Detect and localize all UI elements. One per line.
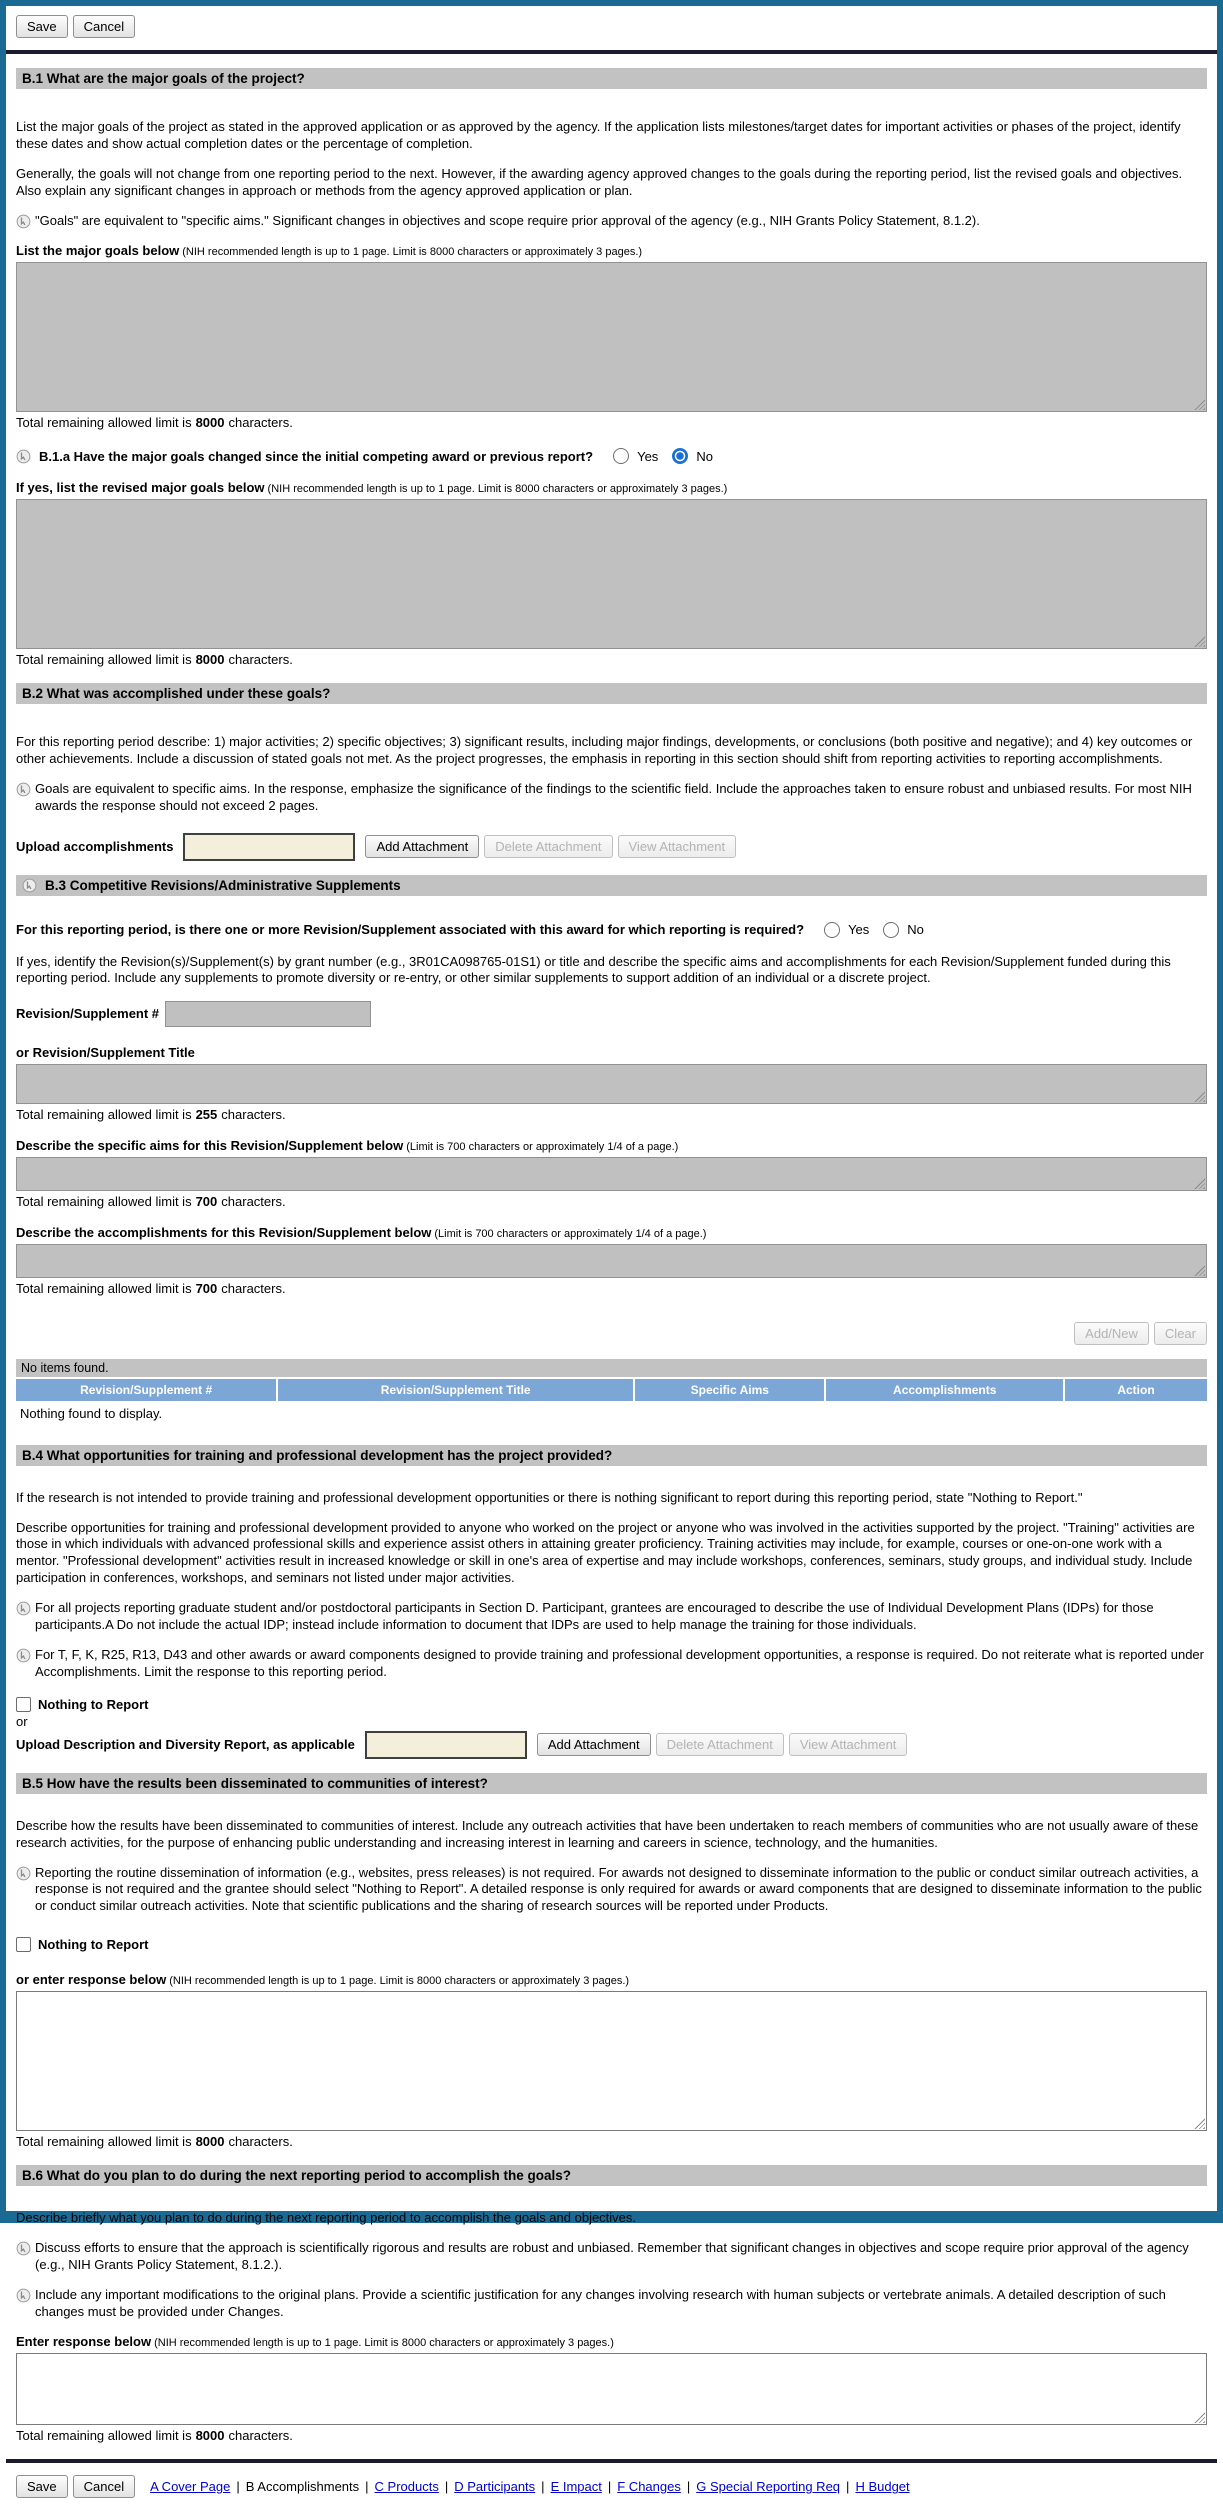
revision-supplement-number-input bbox=[165, 1001, 371, 1027]
b3-specific-aims-textarea bbox=[16, 1157, 1207, 1191]
b2-note-text: Goals are equivalent to specific aims. In the response, emphasize the significance of the findings to the scientific field. Include the approaches taken to ensure robust and unbiased results. For most NIH awards the response should not exceed 2 pages. bbox=[35, 780, 1192, 813]
guidance-icon bbox=[16, 214, 31, 229]
b3-rev-num-row bbox=[16, 1001, 1207, 1027]
b3-question-text: For this reporting period, is there one or more Revision/Supplement associated with this award for which reporting is required? bbox=[16, 922, 805, 938]
b4-nothing-to-report-row bbox=[16, 1697, 1207, 1712]
b3-action-buttons bbox=[16, 1322, 1207, 1345]
b3-accomp-remaining: Total remaining allowed limit is 700 characters. bbox=[16, 1280, 286, 1296]
b6-response-label: Enter response below (NIH recommended length is up to 1 page. Limit is 8000 characters or approximately 3 pages.) bbox=[16, 2334, 614, 2350]
b1-note-text: "Goals" are equivalent to "specific aims." Significant changes in objectives and scope require prior approval of the agency (e.g., NIH Grants Policy Statement, 8.1.2). bbox=[35, 212, 980, 228]
guidance-icon bbox=[16, 782, 31, 797]
upload-accomplishments-input[interactable] bbox=[183, 833, 355, 861]
divider bbox=[6, 50, 1217, 54]
b1-goals-label-text: List the major goals below bbox=[16, 243, 180, 259]
top-toolbar bbox=[16, 13, 1207, 44]
b1-revised-goals-textarea bbox=[16, 499, 1207, 649]
revision-supplement-title-textarea bbox=[16, 1064, 1207, 1104]
b6-note-2 bbox=[16, 2287, 1207, 2321]
column-header: Specific Aims bbox=[635, 1379, 824, 1401]
b6-note-2-text: Include any important modifications to the original plans. Provide a scientific justification for any changes involving research with human subjects or vertebrate animals. A detailed description of such changes must be provided under Changes. bbox=[35, 2286, 1166, 2319]
nav-link-impact[interactable]: E Impact bbox=[550, 2479, 602, 2495]
b4-paragraph-2: Describe opportunities for training and professional development provided to anyone who worked on the project or anyone who was involved in the activities supported by the project. "Training" activities are those in which individuals with advanced professional skills and experience assist others in attaining greater proficiency. Training activities may include, for example, courses or one-on-one work with a mentor. "Professional development" activities result in increased knowledge or skill in one's area of expertise and may include workshops, conferences, seminars, study groups, and individual study. Include participation in conferences, workshops, and seminars not listed under major activities. bbox=[16, 1519, 1195, 1586]
b3-accomp-label: Describe the accomplishments for this Revision/Supplement below (Limit is 700 characters or approximately 1/4 of a page.) bbox=[16, 1224, 707, 1240]
b3-no-radio[interactable] bbox=[883, 922, 899, 938]
section-title: B.4 What opportunities for training and professional development has the project provided? bbox=[22, 1447, 613, 1463]
b3-aims-label: Describe the specific aims for this Revision/Supplement below (Limit is 700 characters or approximately 1/4 of a page.) bbox=[16, 1138, 679, 1154]
nav-current-accomplishments: B Accomplishments bbox=[245, 2479, 360, 2495]
section-header-b4 bbox=[16, 1445, 1207, 1466]
b4-note-1 bbox=[16, 1600, 1207, 1634]
b1a-no-radio[interactable] bbox=[672, 448, 688, 464]
nav-link-changes[interactable]: F Changes bbox=[617, 2479, 681, 2495]
add-attachment-button[interactable]: Add Attachment bbox=[537, 1733, 651, 1756]
section-header-b5 bbox=[16, 1773, 1207, 1794]
b1a-yes-radio[interactable] bbox=[613, 448, 629, 464]
section-title: B.3 Competitive Revisions/Administrative Supplements bbox=[45, 877, 401, 893]
b4-note-1-text: For all projects reporting graduate student and/or postdoctoral participants in Section D. Participant, grantees are encouraged to describe the use of Individual Development Plans (IDPs) for those participants.A Do not include the actual IDP; instead include information to document that IDPs are used to help manage the training for those individuals. bbox=[35, 1600, 1154, 1633]
b3-accomplishments-textarea bbox=[16, 1244, 1207, 1278]
view-attachment-button: View Attachment bbox=[789, 1733, 908, 1756]
bottom-toolbar bbox=[6, 2463, 1217, 2512]
section-header-b6 bbox=[16, 2165, 1207, 2186]
guidance-icon bbox=[16, 1648, 31, 1663]
b6-note-1 bbox=[16, 2240, 1207, 2274]
b4-nothing-to-report-label: Nothing to Report bbox=[38, 1696, 149, 1712]
b3-yes-radio[interactable] bbox=[824, 922, 840, 938]
delete-attachment-button: Delete Attachment bbox=[484, 835, 612, 858]
add-attachment-button[interactable]: Add Attachment bbox=[365, 835, 479, 858]
b5-nothing-to-report-label: Nothing to Report bbox=[38, 1937, 149, 1953]
revision-table-header bbox=[16, 1379, 1207, 1401]
b6-note-1-text: Discuss efforts to ensure that the approach is scientifically rigorous and results are robust and unbiased. Remember that significant changes in objectives and scope require prior approval of the agency (e.g., NIH Grants Policy Statement, 8.1.2.). bbox=[35, 2239, 1189, 2272]
b1-revised-label: If yes, list the revised major goals below (NIH recommended length is up to 1 page. Limit is 8000 characters or approximately 3 pages.) bbox=[16, 480, 728, 496]
b6-remaining: Total remaining allowed limit is 8000 characters. bbox=[16, 2428, 293, 2444]
b3-aims-remaining: Total remaining allowed limit is 700 characters. bbox=[16, 1194, 286, 1210]
b3-question-row bbox=[16, 922, 1207, 938]
b2-upload-label: Upload accomplishments bbox=[16, 839, 174, 855]
b1-paragraph-2: Generally, the goals will not change from one reporting period to the next. However, if the awarding agency approved changes to the goals during the reporting period, list the revised goals and objectives. Also explain any significant changes in approach or methods from the agency approved application or plan. bbox=[16, 165, 1183, 198]
section-title: B.6 What do you plan to do during the next reporting period to accomplish the goals? bbox=[22, 2167, 572, 2183]
b4-note-2-text: For T, F, K, R25, R13, D43 and other awards or award components designed to provide training and professional development opportunities, a response is required. Do not reiterate what is reported under Accomplishments. Limit the response to this reporting period. bbox=[35, 1646, 1204, 1679]
upload-diversity-report-input[interactable] bbox=[365, 1731, 527, 1759]
section-header-b2 bbox=[16, 683, 1207, 704]
guidance-icon bbox=[16, 1601, 31, 1616]
b1a-question-row bbox=[16, 448, 1207, 464]
save-button[interactable]: Save bbox=[16, 15, 68, 38]
guidance-icon bbox=[16, 449, 31, 464]
section-header-b1 bbox=[16, 68, 1207, 89]
section-title: B.1 What are the major goals of the project? bbox=[22, 71, 305, 86]
b1-revised-remaining: Total remaining allowed limit is 8000 characters. bbox=[16, 652, 293, 668]
section-title: B.5 How have the results been disseminated to communities of interest? bbox=[22, 1775, 488, 1791]
b3-title-remaining: Total remaining allowed limit is 255 characters. bbox=[16, 1107, 286, 1123]
guidance-icon bbox=[16, 1866, 31, 1881]
section-header-b3 bbox=[16, 875, 1207, 896]
b6-paragraph-1: Describe briefly what you plan to do during the next reporting period to accomplish the goals and objectives. bbox=[16, 2209, 637, 2225]
b3-rev-title-label: or Revision/Supplement Title bbox=[16, 1045, 195, 1061]
b4-upload-row bbox=[16, 1731, 1207, 1759]
guidance-icon bbox=[16, 2241, 31, 2256]
b5-response-textarea[interactable] bbox=[16, 1991, 1207, 2131]
b5-nothing-to-report-row bbox=[16, 1937, 1207, 1952]
add-new-button: Add/New bbox=[1074, 1322, 1149, 1345]
nav-link-special-reporting[interactable]: G Special Reporting Req bbox=[696, 2479, 841, 2495]
no-items-found-bar: No items found. bbox=[16, 1359, 1207, 1377]
b1-goals-textarea bbox=[16, 262, 1207, 412]
b1a-no-label: No bbox=[696, 448, 713, 464]
b1-paragraph-1: List the major goals of the project as stated in the approved application or as approved by the agency. If the application lists milestones/target dates for important activities or phases of the project, identify these dates and show actual completion dates or the percentage of completion. bbox=[16, 119, 1181, 151]
nav-link-participants[interactable]: D Participants bbox=[454, 2479, 536, 2495]
b1-note bbox=[16, 213, 1207, 230]
b3-no-label: No bbox=[907, 922, 924, 938]
b5-response-label: or enter response below (NIH recommended length is up to 1 page. Limit is 8000 characters or approximately 3 pages.) bbox=[16, 1972, 630, 1988]
b1a-question-text: B.1.a Have the major goals changed since the initial competing award or previous report? bbox=[39, 448, 594, 464]
cancel-button[interactable]: Cancel bbox=[73, 15, 135, 38]
b5-nothing-to-report-checkbox[interactable] bbox=[16, 1937, 31, 1952]
guidance-icon bbox=[16, 2288, 31, 2303]
b3-paragraph-1: If yes, identify the Revision(s)/Supplement(s) by grant number (e.g., 3R01CA098765-01S1) or title and describe the specific aims and accomplishments for each Revision/Supplement funded during this reporting period. Include any supplements to promote diversity or re-entry, or other similar supplements to support addition of an individual or a discrete project. bbox=[16, 953, 1171, 986]
nav-link-products[interactable]: C Products bbox=[374, 2479, 439, 2495]
b4-or-text: or bbox=[16, 1713, 28, 1729]
b5-note bbox=[16, 1865, 1207, 1916]
b1-goals-remaining: Total remaining allowed limit is 8000 characters. bbox=[16, 415, 293, 431]
b5-note-text: Reporting the routine dissemination of information (e.g., websites, press releases) is not required. For awards not designed to disseminate information to the public or conduct similar outreach activities, a response is not required and the grantee should select "Nothing to Report". A detailed response is only required for awards or award components that are designed to disseminate information to the public or conduct similar outreach activities. Note that scientific publications and the sharing of research sources will be reported under Products. bbox=[35, 1864, 1202, 1914]
b1a-yes-label: Yes bbox=[637, 448, 659, 464]
b3-yes-label: Yes bbox=[848, 922, 870, 938]
b3-rev-num-label: Revision/Supplement # bbox=[16, 1005, 160, 1021]
column-header: Revision/Supplement # bbox=[16, 1379, 276, 1401]
section-nav: A Cover Page | B Accomplishments | C Products | D Participants | E Impact | F Changes | G Special Reporting Req | H Budget bbox=[150, 2479, 910, 2495]
view-attachment-button: View Attachment bbox=[618, 835, 737, 858]
cancel-button[interactable]: Cancel bbox=[73, 2475, 135, 2498]
save-button[interactable]: Save bbox=[16, 2475, 68, 2498]
b2-note bbox=[16, 781, 1207, 815]
b4-note-2 bbox=[16, 1647, 1207, 1681]
clear-button: Clear bbox=[1154, 1322, 1207, 1345]
b5-paragraph-1: Describe how the results have been disseminated to communities of interest. Include any outreach activities that have been undertaken to reach members of communities who are not usually aware of these research activities, for the purpose of enhancing public understanding and increasing interest in learning and careers in science, technology, and the humanities. bbox=[16, 1817, 1199, 1850]
b4-paragraph-1: If the research is not intended to provide training and professional development opportunities or there is nothing significant to report during this reporting period, state "Nothing to Report." bbox=[16, 1489, 1083, 1505]
b4-upload-label: Upload Description and Diversity Report, as applicable bbox=[16, 1737, 355, 1753]
nav-link-budget[interactable]: H Budget bbox=[855, 2479, 910, 2495]
guidance-icon bbox=[22, 878, 37, 893]
b6-response-textarea[interactable] bbox=[16, 2353, 1207, 2425]
nav-link-cover-page[interactable]: A Cover Page bbox=[150, 2479, 231, 2495]
section-title: B.2 What was accomplished under these goals? bbox=[22, 686, 331, 702]
delete-attachment-button: Delete Attachment bbox=[656, 1733, 784, 1756]
column-header: Revision/Supplement Title bbox=[278, 1379, 633, 1401]
b5-remaining: Total remaining allowed limit is 8000 characters. bbox=[16, 2134, 293, 2150]
b2-upload-row bbox=[16, 833, 1207, 861]
b1-goals-hint: (NIH recommended length is up to 1 page. Limit is 8000 characters or approximately 3 pages.) bbox=[182, 246, 643, 259]
b4-nothing-to-report-checkbox[interactable] bbox=[16, 1697, 31, 1712]
column-header: Action bbox=[1065, 1379, 1207, 1401]
b1-goals-label bbox=[16, 243, 1207, 260]
b2-paragraph-1: For this reporting period describe: 1) major activities; 2) specific objectives; 3) significant results, including major findings, developments, or conclusions (both positive and negative); and 4) key outcomes or other achievements. Include a discussion of stated goals not met. As the project progresses, the emphasis in reporting in this section should shift from reporting activities to reporting accomplishments. bbox=[16, 734, 1193, 766]
table-empty-message: Nothing found to display. bbox=[20, 1405, 163, 1421]
column-header: Accomplishments bbox=[826, 1379, 1063, 1401]
